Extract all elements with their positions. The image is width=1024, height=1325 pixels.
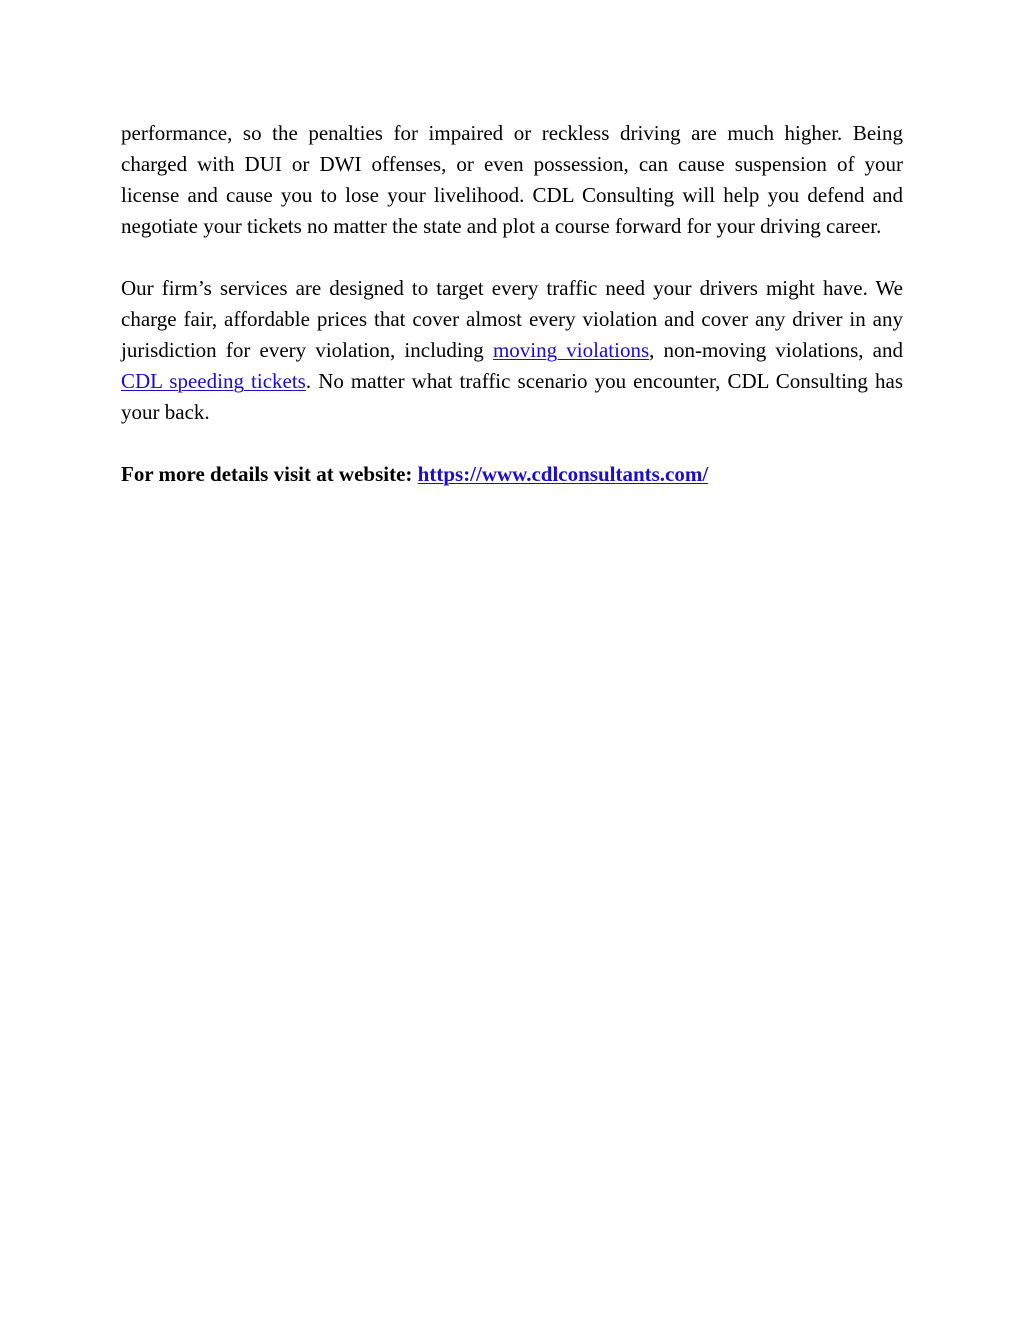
cdl-speeding-tickets-link[interactable]: CDL speeding tickets bbox=[121, 369, 306, 393]
paragraph-services bbox=[121, 273, 903, 428]
paragraph-penalties-text: performance, so the penalties for impaired or reckless driving are much higher. Being charged with DUI or DWI offenses, or even possession, can cause suspension of your license and cause you to lose your livelihood. CDL Consulting will help you defend and negotiate your tickets no matter the state and plot a course forward for your driving career. bbox=[121, 121, 903, 238]
website-line bbox=[121, 459, 903, 490]
services-text-end: . No matter what traffic scenario you encounter, CDL Consulting has your back. bbox=[121, 369, 904, 424]
website-url-link[interactable]: https://www.cdlconsultants.com/ bbox=[417, 462, 709, 486]
moving-violations-link[interactable]: moving violations bbox=[492, 338, 650, 362]
paragraph-penalties bbox=[121, 118, 903, 242]
document-body bbox=[121, 118, 903, 490]
services-text-start: Our firm’s services are designed to target every traffic need your drivers might have. We charge fair, affordable prices that cover almost every violation and cover any driver in any jurisdiction for every violation, including bbox=[121, 276, 903, 362]
services-text-middle: , non-moving violations, and bbox=[649, 338, 903, 362]
website-label: For more details visit at website: bbox=[121, 462, 418, 486]
